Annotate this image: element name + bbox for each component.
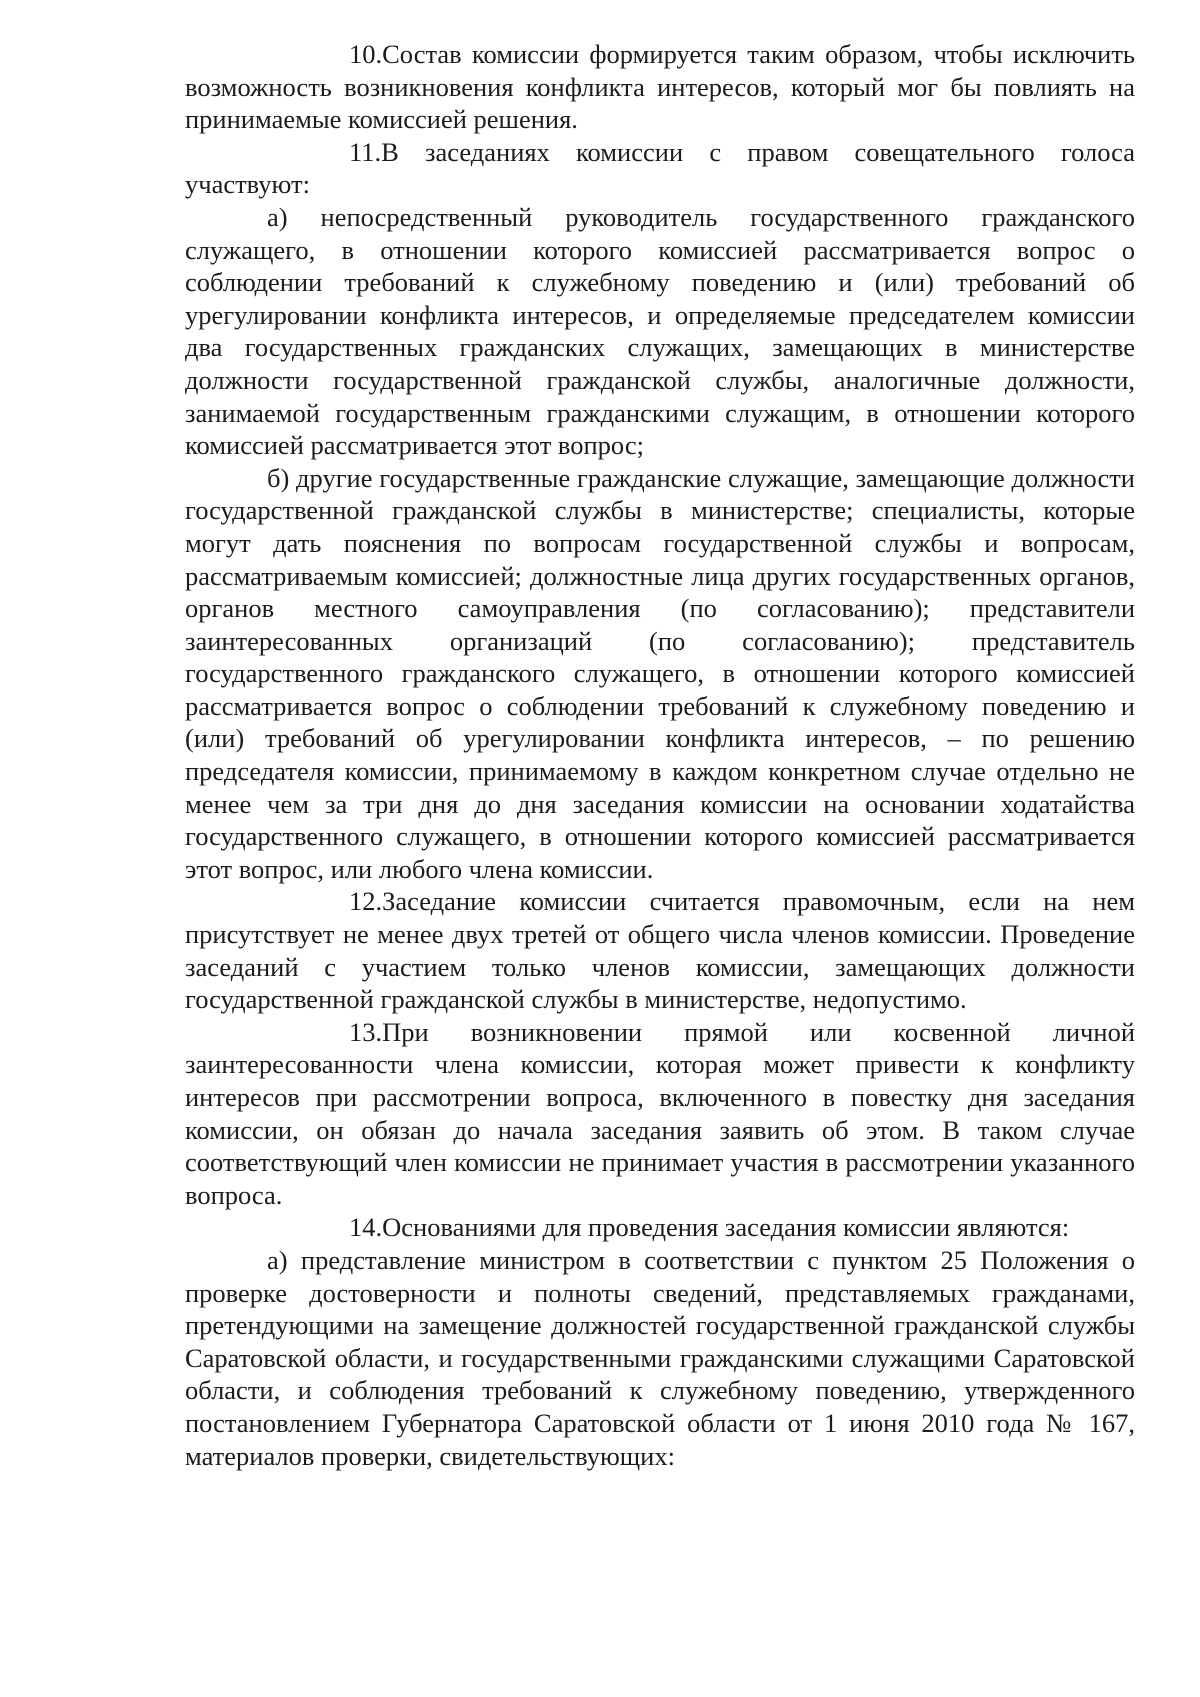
paragraph-text: Состав комиссии формируется таким образом, чтобы исключить возможность возникновения конфликта интересов, который мог бы повлиять на принимаемые комиссией решения. bbox=[185, 39, 1135, 135]
paragraph-13 bbox=[185, 1016, 1135, 1212]
paragraph-text: б) другие государственные гражданские служащие, замещающие должности государственной гражданской службы в министерстве; специалисты, которые могут дать пояснения по вопросам государственной службы и вопросам, рассматриваемым комиссией; должностные лица других государственных органов, органов местного самоуправления (по согласованию); представители заинтересованных организаций (по согласованию); представитель государственного гражданского служащего, в отношении которого комиссией рассматривается вопрос о соблюдении требований к служебному поведению и (или) требований об урегулировании конфликта интересов, – по решению председателя комиссии, принимаемому в каждом конкретном случае отдельно не менее чем за три дня до дня заседания комиссии на основании ходатайства государственного служащего, в отношении которого комиссией рассматривается этот вопрос, или любого члена комиссии. bbox=[185, 462, 1135, 884]
paragraph-number: 14. bbox=[349, 1212, 383, 1243]
document-body bbox=[185, 38, 1135, 1472]
paragraph-14 bbox=[185, 1211, 1135, 1244]
paragraph-text: В заседаниях комиссии с правом совещательного голоса участвуют: bbox=[185, 136, 1135, 200]
paragraph-text: Основаниями для проведения заседания комиссии являются: bbox=[382, 1212, 1070, 1243]
paragraph-14a bbox=[185, 1244, 1135, 1472]
paragraph-number: 13. bbox=[349, 1016, 383, 1047]
paragraph-text: При возникновении прямой или косвенной личной заинтересованности члена комиссии, которая может привести к конфликту интересов при рассмотрении вопроса, включенного в повестку дня заседания комиссии, он обязан до начала заседания заявить об этом. В таком случае соответствующий член комиссии не принимает участия в рассмотрении указанного вопроса. bbox=[185, 1016, 1135, 1210]
paragraph-text: а) непосредственный руководитель государственного гражданского служащего, в отношении которого комиссией рассматривается вопрос о соблюдении требований к служебному поведению и (или) требований об урегулировании конфликта интересов, и определяемые председателем комиссии два государственных гражданских служащих, замещающих в министерстве должности государственной гражданской службы, аналогичные должности, занимаемой государственным гражданскими служащим, в отношении которого комиссией рассматривается этот вопрос; bbox=[185, 201, 1135, 461]
paragraph-11a bbox=[185, 201, 1135, 462]
paragraph-number: 10. bbox=[349, 39, 383, 69]
paragraph-text: Заседание комиссии считается правомочным, если на нем присутствует не менее двух третей от общего числа членов комиссии. Проведение заседаний с участием только членов комиссии, замещающих должности государственной гражданской службы в министерстве, недопустимо. bbox=[185, 886, 1135, 1015]
paragraph-12 bbox=[185, 885, 1135, 1015]
paragraph-number: 12. bbox=[349, 886, 383, 917]
paragraph-11 bbox=[185, 136, 1135, 201]
paragraph-text: а) представление министром в соответствии с пунктом 25 Положения о проверке достоверности и полноты сведений, представляемых гражданами, претендующими на замещение должностей государственной гражданской службы Саратовской области, и государственными гражданскими служащими Саратовской области, и соблюдения требований к служебному поведению, утвержденного постановлением Губернатора Саратовской области от 1 июня 2010 года № 167, материалов проверки, свидетельствующих: bbox=[185, 1244, 1135, 1471]
paragraph-number: 11. bbox=[349, 136, 382, 167]
paragraph-11b bbox=[185, 462, 1135, 886]
paragraph-10 bbox=[185, 38, 1135, 136]
